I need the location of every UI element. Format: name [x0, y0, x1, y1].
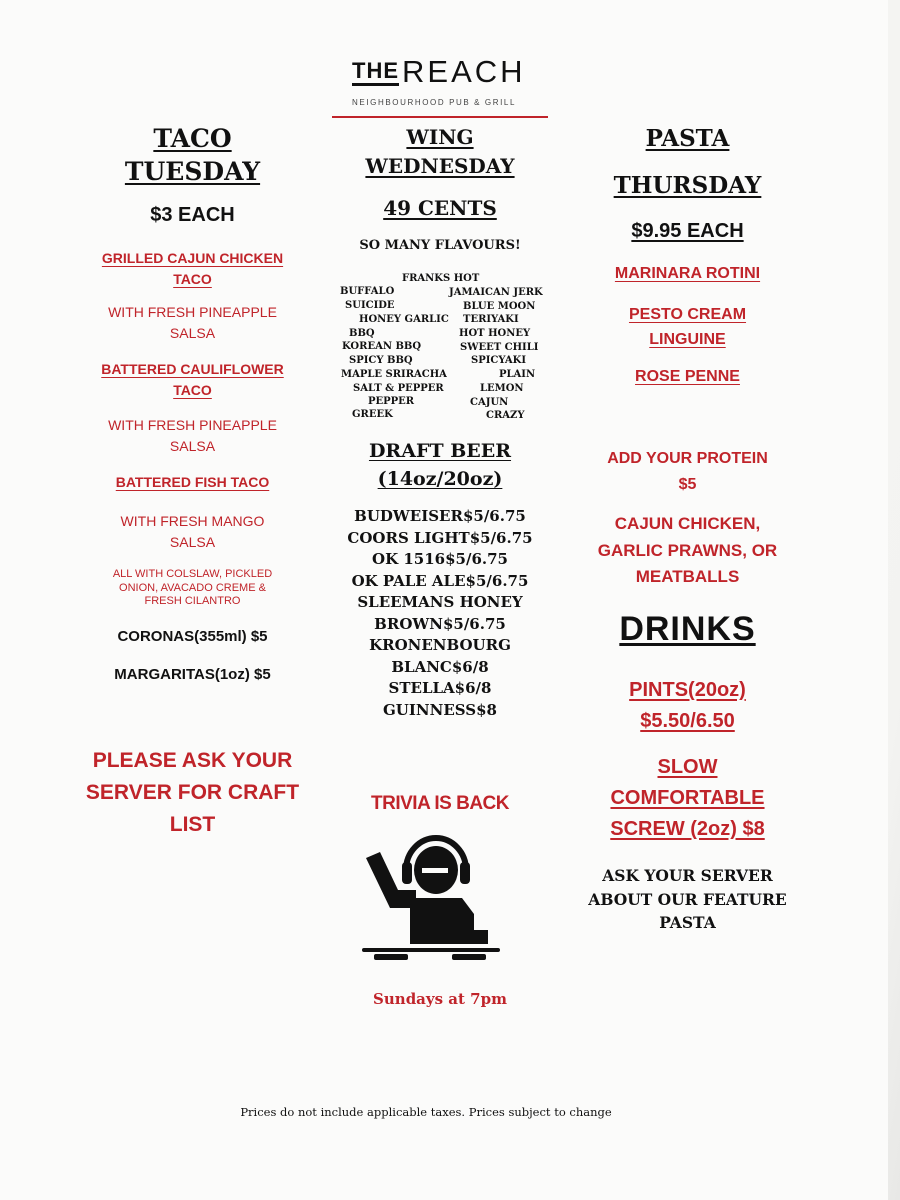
taco-note-line3: FRESH CILANTRO	[144, 595, 241, 607]
flavour-franks-hot: FRANKS HOT	[402, 273, 480, 284]
wing-section	[320, 123, 560, 181]
beer-line-7: KRONENBOURG	[369, 636, 511, 654]
taco-price: $3 EACH	[150, 204, 235, 226]
screw-line2: COMFORTABLE	[610, 787, 765, 809]
taco-item-2-desc	[60, 415, 325, 457]
taco-note	[60, 568, 325, 609]
taco-item-2-desc-line1: WITH FRESH PINEAPPLE	[108, 417, 277, 433]
beer-line-8: BLANC$6/8	[391, 657, 489, 676]
pasta-heading-line1: PASTA	[645, 125, 730, 152]
craft-line3: LIST	[169, 813, 216, 836]
flavour-suicide: SUICIDE	[345, 300, 395, 311]
taco-item-1-desc	[60, 302, 325, 344]
flavour-jamaican-jerk: JAMAICAN JERK	[449, 287, 543, 298]
taco-item-2	[60, 359, 325, 401]
pints-line2: $5.50/6.50	[640, 710, 735, 732]
taco-item-3-desc-line1: WITH FRESH MANGO	[120, 513, 265, 529]
screw-line1: SLOW	[657, 756, 718, 778]
logo-the: THE	[352, 60, 399, 86]
pasta-item-1: MARINARA ROTINI	[614, 265, 761, 282]
beer-line-4: OK PALE ALE$5/6.75	[351, 571, 529, 590]
beer-heading-line1: DRAFT BEER	[368, 440, 512, 462]
craft-list-note	[60, 745, 325, 841]
pints-line1: PINTS(20oz)	[629, 679, 746, 701]
footer-disclaimer: Prices do not include applicable taxes. Prices subject to change	[240, 1105, 612, 1119]
wing-tagline: SO MANY FLAVOURS!	[359, 238, 521, 253]
beer-line-2: COORS LIGHT$5/6.75	[347, 528, 533, 547]
taco-note-line2: ONION, AVACADO CREME &	[119, 581, 266, 594]
wing-price: 49 CENTS	[383, 196, 497, 220]
flavour-korean-bbq: KOREAN BBQ	[342, 341, 422, 352]
flavour-lemon: LEMON	[480, 383, 524, 394]
beer-heading-line2: (14oz/20oz)	[377, 468, 503, 490]
pints-price	[575, 675, 800, 737]
taco-item-3-desc	[60, 511, 325, 553]
options-line2: GARLIC PRAWNS, OR	[597, 540, 778, 560]
beer-line-1: BUDWEISER$5/6.75	[354, 507, 526, 525]
logo-subtitle: NEIGHBOURHOOD PUB & GRILL	[352, 98, 517, 107]
beer-list	[320, 506, 560, 721]
beer-line-3: OK 1516$5/6.75	[372, 550, 508, 568]
flavour-hot-honey: HOT HONEY	[459, 328, 531, 339]
logo-divider	[332, 116, 548, 118]
taco-section	[60, 122, 325, 188]
flavour-bbq: BBQ	[349, 328, 375, 339]
flavour-cajun: CAJUN	[470, 397, 509, 408]
flavour-plain: PLAIN	[499, 369, 536, 380]
screw-line3: SCREW (2oz) $8	[610, 818, 765, 840]
flavour-blue-moon: BLUE MOON	[463, 301, 536, 312]
flavour-sweet-chili: SWEET CHILI	[460, 342, 539, 353]
trivia-when: Sundays at 7pm	[373, 990, 507, 1008]
flavour-pepper: PEPPER	[368, 396, 415, 407]
taco-note-line1: ALL WITH COLSLAW, PICKLED	[112, 568, 273, 580]
protein-addon	[575, 446, 800, 498]
flavour-buffalo: BUFFALO	[340, 286, 395, 297]
protein-line1: ADD YOUR PROTEIN	[607, 450, 768, 467]
taco-heading-line1: TACO	[153, 124, 232, 153]
protein-line2: $5	[678, 476, 697, 493]
flavour-maple-sriracha: MAPLE SRIRACHA	[341, 369, 447, 380]
feature-pasta-note	[575, 864, 800, 935]
beer-line-6: BROWN$5/6.75	[374, 614, 506, 633]
flavour-honey-garlic: HONEY GARLIC	[359, 314, 449, 325]
beer-heading	[320, 437, 560, 493]
flavour-greek: GREEK	[352, 409, 393, 420]
taco-item-2-line2: TACO	[173, 382, 212, 398]
taco-item-1-desc-line1: WITH FRESH PINEAPPLE	[108, 304, 277, 320]
pasta-item-2-line2: LINGUINE	[649, 331, 726, 348]
taco-item-2-desc-line2: SALSA	[169, 438, 216, 454]
flavour-crazy: CRAZY	[486, 410, 525, 421]
flavour-salt-pepper: SALT & PEPPER	[353, 383, 444, 394]
taco-item-1	[60, 248, 325, 290]
taco-item-3-desc-line2: SALSA	[169, 534, 216, 550]
taco-item-1-line2: TACO	[173, 271, 212, 287]
beer-line-10: GUINNESS$8	[383, 700, 497, 719]
slow-comfortable-screw	[575, 752, 800, 845]
trivia-title: TRIVIA IS BACK	[371, 793, 509, 814]
feature-line2: ABOUT OUR FEATURE	[588, 889, 787, 909]
pasta-price: $9.95 EACH	[631, 220, 744, 242]
taco-heading-line2: TUESDAY	[124, 157, 261, 186]
pasta-heading-line2: THURSDAY	[613, 172, 762, 199]
taco-item-1-desc-line2: SALSA	[169, 325, 216, 341]
options-line1: CAJUN CHICKEN,	[614, 514, 761, 533]
feature-line1: ASK YOUR SERVER	[602, 866, 773, 885]
beer-line-9: STELLA$6/8	[388, 679, 492, 697]
wing-heading-line2: WEDNESDAY	[365, 154, 515, 178]
wing-heading-line1: WING	[406, 125, 474, 149]
protein-options	[575, 511, 800, 591]
taco-item-1-line1: GRILLED CAJUN CHICKEN	[101, 250, 284, 266]
options-line3: MEATBALLS	[635, 567, 740, 586]
drinks-heading: DRINKS	[619, 610, 756, 648]
margaritas-price: MARGARITAS(1oz) $5	[114, 666, 271, 683]
feature-line3: PASTA	[659, 913, 716, 932]
craft-line2: SERVER FOR CRAFT	[85, 781, 300, 804]
pasta-item-2-line1: PESTO CREAM	[628, 306, 747, 323]
pasta-item-2	[575, 302, 800, 352]
flavour-spicy-bbq: SPICY BBQ	[349, 355, 413, 366]
coronas-price: CORONAS(355ml) $5	[117, 628, 268, 645]
taco-item-2-line1: BATTERED CAULIFLOWER	[101, 361, 284, 377]
flavour-teriyaki: TERIYAKI	[463, 314, 519, 325]
flavour-spicyaki: SPICYAKI	[471, 355, 527, 366]
pasta-item-3: ROSE PENNE	[635, 368, 740, 385]
dj-headphones-icon	[358, 830, 503, 962]
craft-line1: PLEASE ASK YOUR	[92, 749, 293, 772]
logo-reach: REACH	[402, 54, 526, 89]
beer-line-5: SLEEMANS HONEY	[357, 593, 523, 611]
taco-item-3: BATTERED FISH TACO	[115, 474, 270, 490]
